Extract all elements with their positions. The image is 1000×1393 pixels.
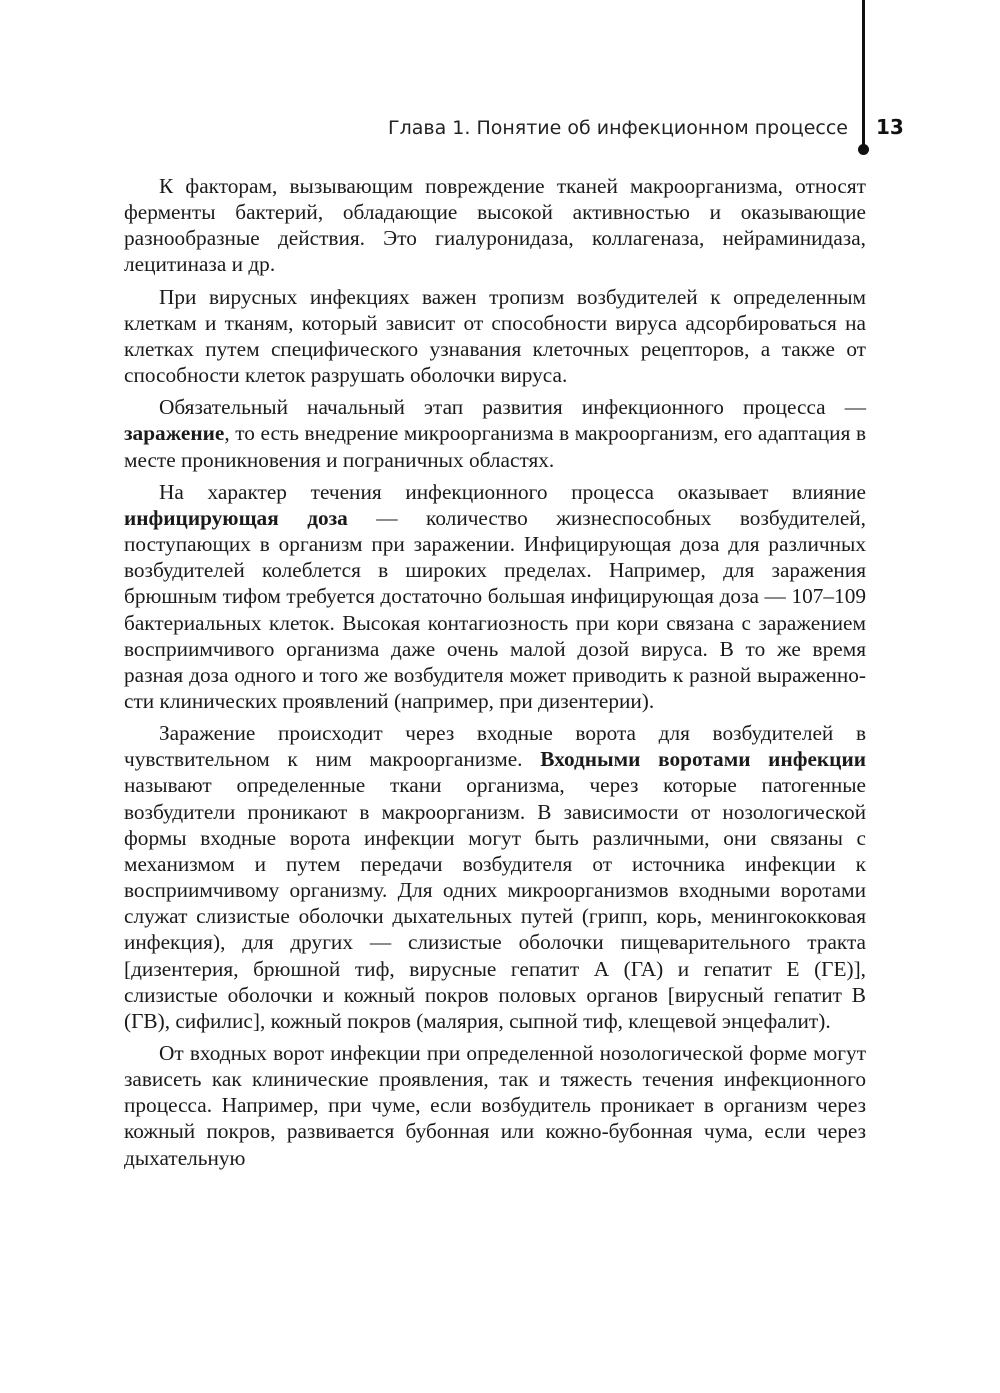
paragraph-1: К факторам, вызывающим повреждение тканей макроорганизма, относят ферменты бактерий, обладающие высокой активностью и оказывающие разнообразные действия. Это гиалуронидаза, коллагеназа, нейраминидаза, лецитиназа и др. <box>124 174 866 277</box>
paragraph-3-text-end: , то есть внедрение микроорганизма в макроорганизм, его адаптация в месте проникновения и пограничных областях. <box>124 421 866 472</box>
paragraph-4 <box>124 479 866 714</box>
term-zarazhenie: заражение <box>124 421 225 446</box>
body-text <box>124 173 866 1171</box>
paragraph-5-text-end: называют определенные ткани организма, через которые патогенные возбудители проникают в макроорганизм. В зависимости от нозологической формы входные ворота инфекции могут быть различными, они связаны с механизмом и путем передачи возбудителя от источника инфекции к восприимчивому организму. Для одних микроорганизмов входными воротами служат слизистые оболочки дыхательных путей (грипп, корь, менингококковая инфекция), для других — слизистые оболочки пищеварительного тракта [дизентерия, брюшной тиф, вирусные гепатит А (ГА) и гепатит Е (ГЕ)], слизистые оболочки и кожный покров половых органов [вирусный гепатит В (ГВ), сифилис], кожный покров (малярия, сыпной тиф, клещевой энцефалит). <box>124 773 866 1033</box>
paragraph-4-text-start: На характер течения инфекционного процесса оказывает влияние <box>159 479 866 504</box>
paragraph-2: При вирусных инфекциях важен тропизм возбудителей к определенным клеткам и тканям, который зависит от способности вируса адсорбироваться на клетках путем специфического узнавания клеточных рецепторов, а также от способности клеток разрушать оболочки вируса. <box>124 284 866 388</box>
running-head-chapter-title: Глава 1. Понятие об инфекционном процессе <box>388 117 848 139</box>
paragraph-5-text-start: Заражение происходит через входные ворота для возбудителей в чувствительном к ним макроорганизме. <box>124 721 866 772</box>
paragraph-5 <box>124 720 866 1034</box>
term-infecting-dose: инфицирующая доза <box>124 505 348 530</box>
paragraph-3-text-start: Обязательный начальный этап развития инфекционного процесса — <box>159 395 866 420</box>
page-number: 13 <box>876 115 904 139</box>
header-rule-dot <box>858 144 869 155</box>
paragraph-4-text-end: — количество жизнеспособных возбудителей, поступающих в организм при заражении. Инфицирующая доза для различных возбудителей колеблется в широких пределах. Например, для заражения брюшным тифом требуется достаточно большая инфицирующая доза — 107–109 бактериальных клеток. Высокая контагиозность при кори связана с заражением восприимчивого организма даже очень малой дозой вируса. В то же время разная доза одного и того же возбудителя может приводить к разной выраженности клинических проявлений (например, при дизентерии). <box>124 505 866 713</box>
term-entry-gates: Входными воротами инфекции <box>540 747 866 772</box>
header-rule <box>862 0 865 149</box>
paragraph-6: От входных ворот инфекции при определенной нозологической форме могут зависеть как клинические проявления, так и тяжесть течения инфекционного процесса. Например, при чуме, если возбудитель проникает в организм через кожный покров, развивается бубонная или кожно-бубонная чума, если через дыхательную <box>124 1041 866 1170</box>
paragraph-3 <box>124 394 866 472</box>
